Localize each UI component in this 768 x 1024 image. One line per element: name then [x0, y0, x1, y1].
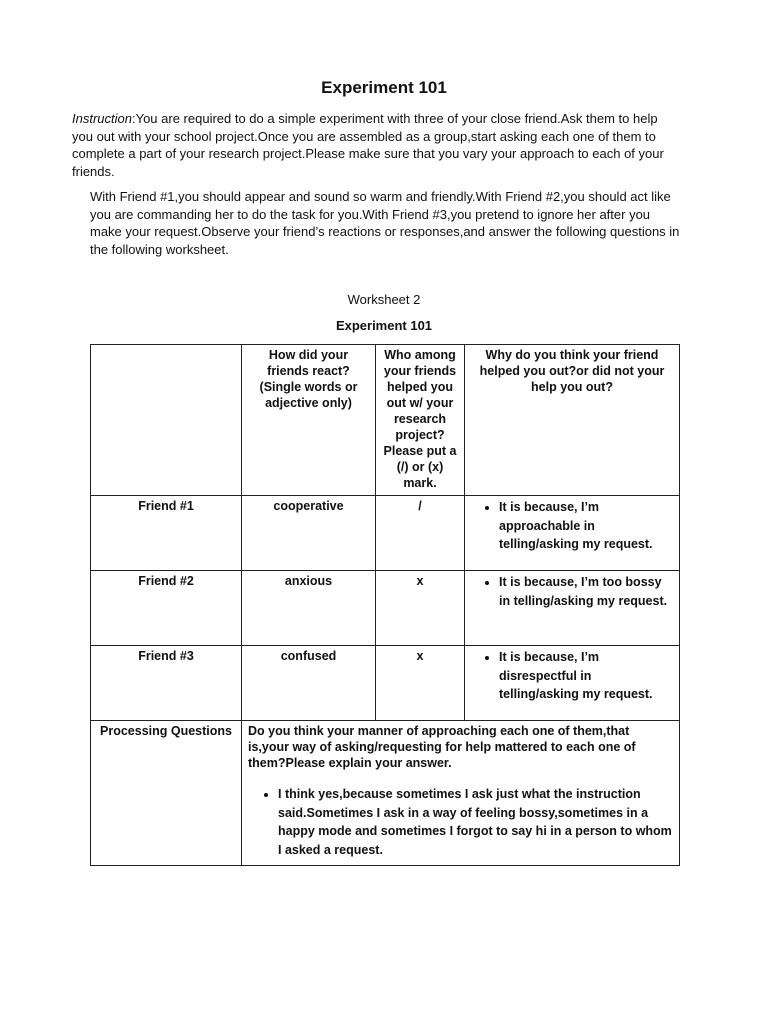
instruction-paragraph: [72, 110, 682, 180]
friends-paragraph: With Friend #1,you should appear and sound so warm and friendly.With Friend #2,you should act like you are commanding her to do the task for you.With Friend #3,you pretend to ignore her after you make your request.Observe your friend’s reactions or responses,and answer the following questions in the following worksheet.: [90, 189, 680, 257]
friend-reason: • It is because, I’m disrespectful in telling/asking my request.: [499, 648, 673, 704]
friend-reaction: confused: [242, 646, 376, 721]
friend-reason-cell: [465, 496, 680, 571]
friend-mark: x: [376, 646, 465, 721]
processing-row: [91, 721, 680, 866]
processing-label: Processing Questions: [91, 721, 242, 866]
worksheet-title: Experiment 101: [335, 318, 433, 333]
friend-name: Friend #1: [91, 496, 242, 571]
friend-reason: • It is because, I’m approachable in telling/asking my request.: [499, 498, 673, 554]
page-title: Experiment 101: [321, 78, 447, 97]
worksheet-label: Worksheet 2: [347, 292, 421, 307]
friend-reason: • It is because, I’m too bossy in telling/asking my request.: [499, 573, 673, 610]
friend-name: Friend #2: [91, 571, 242, 646]
friend-reason-cell: [465, 646, 680, 721]
processing-question: Do you think your manner of approaching each one of them,that is,your way of asking/requesting for help mattered to each one of them?Please explain your answer.: [248, 724, 636, 770]
header-helped: Who among your friends helped you out w/ your research project? Please put a (/) or (x) mark.: [376, 345, 465, 496]
friend-mark: /: [376, 496, 465, 571]
header-empty: [91, 345, 242, 496]
worksheet-table: [90, 344, 680, 866]
table-row: [91, 571, 680, 646]
table-row: [91, 646, 680, 721]
friend-reason-cell: [465, 571, 680, 646]
header-reaction: How did your friends react? (Single words or adjective only): [242, 345, 376, 496]
friend-name: Friend #3: [91, 646, 242, 721]
friend-mark: x: [376, 571, 465, 646]
processing-answer: • I think yes,because sometimes I ask just what the instruction said.Sometimes I ask in a way of feeling bossy,sometimes in a happy mode and sometimes I forgot to say hi in a person to whom I asked a request.: [278, 785, 673, 859]
instruction-label: Instruction: [72, 111, 132, 126]
header-why: Why do you think your friend helped you out?or did not your help you out?: [465, 345, 680, 496]
processing-cell: [242, 721, 680, 866]
friend-reaction: cooperative: [242, 496, 376, 571]
friend-reaction: anxious: [242, 571, 376, 646]
table-header-row: [91, 345, 680, 496]
table-row: [91, 496, 680, 571]
instruction-text: :You are required to do a simple experiment with three of your close friend.Ask them to help you out with your school project.Once you are assembled as a group,start asking each one of them to complete a part of your research project.Please make sure that you vary your approach to each of your friends.: [72, 111, 664, 179]
